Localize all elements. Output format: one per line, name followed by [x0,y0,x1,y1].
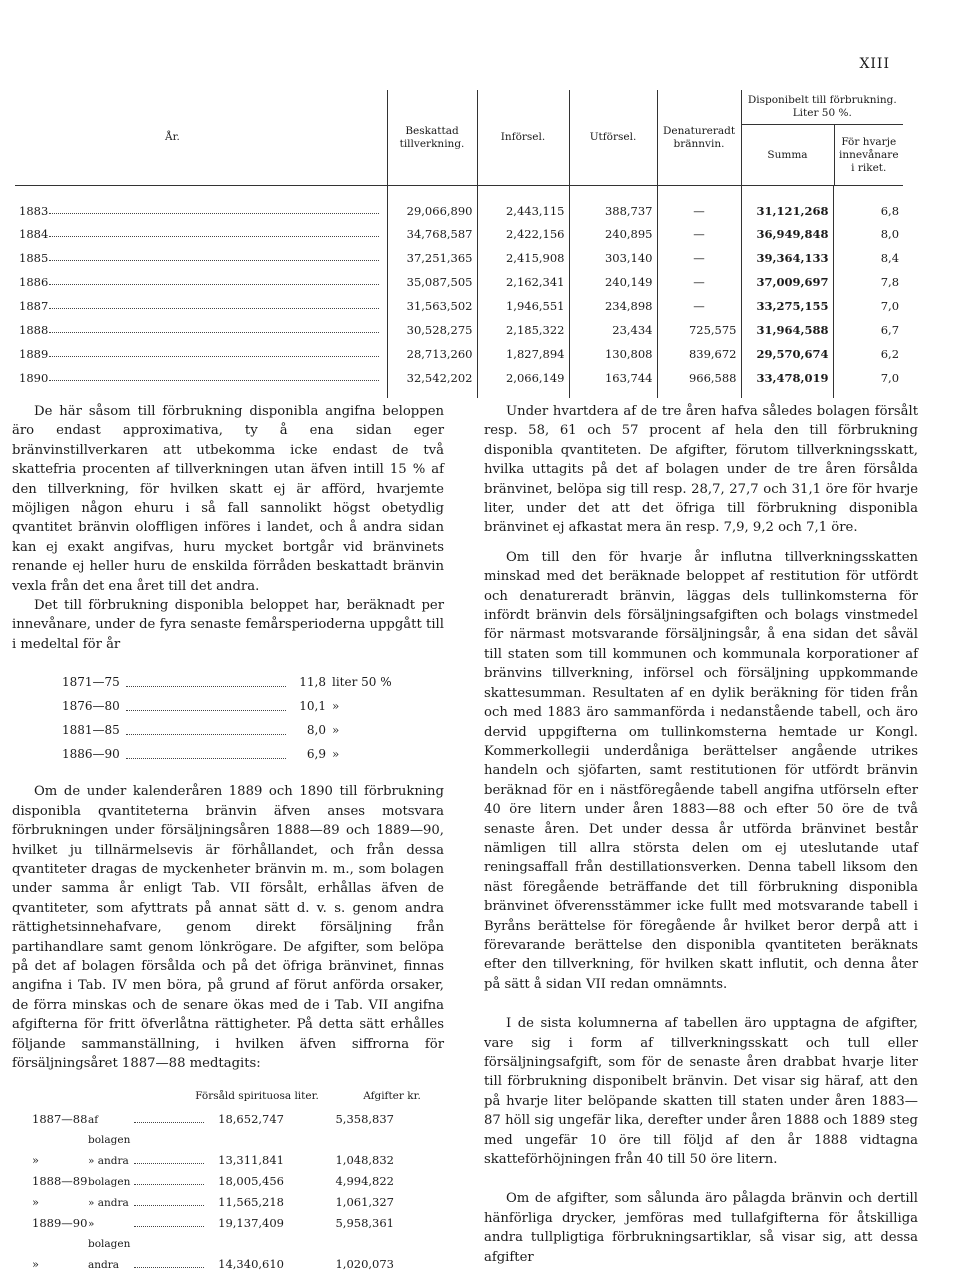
year-label: 1886 [19,275,383,289]
sales-period: » [32,1153,40,1168]
sales-row [12,1192,444,1213]
cell-export: 240,149 [569,270,657,294]
sales-kind: » andra [88,1197,129,1210]
cell-taxed: 29,066,890 [387,186,477,223]
cell-export: 23,434 [569,318,657,342]
sales-liters: 18,005,456 [218,1174,284,1189]
cell-denatured: — [657,222,741,246]
cell-denatured: 839,672 [657,342,741,366]
right-paragraph-3: I de sista kolumnerna af tabellen äro upptagna de afgifter, vare sig i form af tillverkningsskatt och tull eller försäljningsafgift, som för de senaste åren drabbat hvarje liter till förbrukning disponibelt bränvin. Det visar sig häraf, att den på hvarje liter belöpande skatten till staten under åren 1883—87 höll sig ungefär lika, derefter under åren 1888 och 1889 steg med ungefär 10 öre till följd af den år 1888 vidtagna skatteförhöjningen från 40 till 50 öre litern. [484,1016,918,1168]
cell-per-capita: 6,7 [833,318,903,342]
cell-import: 2,162,341 [477,270,569,294]
average-period: 1871—75 [62,675,120,690]
page-number: XIII [859,56,890,72]
sales-liters: 19,137,409 [218,1216,284,1231]
cell-export: 163,744 [569,366,657,398]
cell-export: 240,895 [569,222,657,246]
right-paragraph-1: Under hvartdera af de tre åren hafva således bolagen försålt resp. 58, 61 och 57 procent af hela den till förbrukning disponibla qvantiteten. De afgifter, förutom tillverkningsskatt, hvilka uttagits på det af bolagen under de tre åren försålda bränvinet, belöpa sig till resp. 28,7, 27,7 och 31,1 öre för hvarje liter, under det att det öfriga till förbrukning disponibla bränvinet ej afkastat mera än resp. 7,9, 9,2 och 7,1 öre. [484,404,918,536]
year-label: 1885 [19,251,383,265]
consumption-table [15,90,903,398]
cell-export: 303,140 [569,246,657,270]
cell-year [15,318,387,342]
cell-denatured: — [657,246,741,270]
average-value: 11,8 [299,675,326,690]
average-value: 10,1 [299,699,326,714]
left-paragraph-2: Det till förbrukning disponibla beloppet har, beräknadt per innevånare, under de fyra senaste femårsperioderna uppgått till i medeltal för år [12,598,444,652]
table-row [15,366,903,398]
header-year: År. [15,90,387,186]
cell-year [15,270,387,294]
right-paragraph-4: Om de afgifter, som sålunda äro pålagda bränvin och dertill hänförliga drycker, jemföras med tullafgifterna för åtskilliga andra tullpligtiga förbrukningsartiklar, så visar sig, att dessa afgifter [484,1191,918,1265]
table-row [15,270,903,294]
cell-year [15,366,387,398]
cell-per-capita: 6,8 [833,186,903,223]
cell-import: 2,415,908 [477,246,569,270]
sales-fees: 1,048,832 [335,1153,394,1168]
cell-year [15,186,387,223]
average-row [62,742,402,766]
cell-import: 2,422,156 [477,222,569,246]
sales-liters: 13,311,841 [218,1153,284,1168]
sales-liters: 14,340,610 [218,1257,284,1272]
sales-row [12,1171,444,1192]
sales-liters: 11,565,218 [218,1195,284,1210]
header-taxed: Beskattad tillverkning. [387,90,477,186]
cell-year [15,294,387,318]
average-period: 1876—80 [62,699,120,714]
sales-period: 1888—89 [32,1174,88,1189]
left-text-column [12,402,444,1275]
cell-import: 2,066,149 [477,366,569,398]
right-paragraph-2: Om till den för hvarje år influtna tillverkningsskatten minskad med det beräknade beloppet af restitution för utfördt och denatureradt bränvin, läggas dels tullinkomsterna för infördt bränvin dels försäljningsafgiften och bolags vinstmedel för närmast motsvarande försäljningsår, å ena sidan det såväl till staten som till kommunen och kommunala korporationer af bränvins tillverkning, införsel och försäljning uppkommande skattesumman. Resultaten af en dylik beräkning för tiden från och med 1883 äro sammanförda i nedanstående tabell, och äro dervid uppgifterna om tullinkomsterna hemtade ur Kongl. Kommerkollegii underdåniga berättelser angående utrikes handeln och sjöfarten, samt restitutionen för utfördt bränvin beräknad för en i nästföregående tabell angifna utförseln efter 40 öre litern under åren 1883—88 och efter 50 öre de två senaste åren. Det under dessa år utförda bränvinet består nämligen till allra största delen om ej uteslutande utaf reningsaffall från destillationsverken. Denna tabell liksom den näst föregående beträffande det till förbrukning disponibla bränvinet öfverensstämmer icke fullt med motsvarande tabell i Byråns berättelse för föregående år hvilket beror derpå att i förevarande berättelse den disponibla qvantiteten beräknats efter den tillverkning, för hvilken skatt influtit, och denna åter på sätt å sidan VII redan omnämnts. [484,549,918,992]
cell-taxed: 30,528,275 [387,318,477,342]
cell-per-capita: 7,0 [833,366,903,398]
sales-fees: 4,994,822 [335,1174,394,1189]
left-paragraph-1: De här såsom till förbrukning disponibla angifna beloppen äro endast approximativa, ty å ena sidan eger bränvinstillverkaren att utbekomma icke endast de två skattefria procenten af tillverkningen utan äfven intill 15 % af den tillverkning, för hvilken skatt ej är afförd, hvarjemte möjligen någon ehuru i så fall sannolikt högst obetydlig qvantitet bränvin oloffligen införes i landet, och å andra sidan kan ej exakt angifvas, huru mycket bortgår vid bränvinets renande ej heller huru de enskilda förråden beskattadt bränvin vexla från det ena året till det andra. [12,404,444,594]
average-row [62,670,402,694]
sales-fees: 5,358,837 [335,1112,394,1127]
leader-dots [134,1267,204,1268]
average-row [62,718,402,742]
average-period: 1886—90 [62,747,120,762]
sales-header-sold: Försåld spirituosa liter. [195,1090,319,1103]
sales-period: 1887—88 [32,1112,88,1127]
cell-sum: 33,478,019 [741,366,833,398]
sales-kind: af bolagen [88,1114,131,1147]
year-label: 1884 [19,227,383,241]
header-denatured: Denatureradt brännvin. [657,90,741,186]
sales-table [12,1089,444,1275]
sales-period: 1889—90 [32,1216,88,1231]
cell-per-capita: 7,8 [833,270,903,294]
cell-taxed: 31,563,502 [387,294,477,318]
cell-per-capita: 6,2 [833,342,903,366]
header-import: Införsel. [477,90,569,186]
year-label: 1887 [19,299,383,313]
cell-import: 2,443,115 [477,186,569,223]
cell-year [15,246,387,270]
cell-taxed: 34,768,587 [387,222,477,246]
leader-dots [134,1122,204,1123]
cell-year [15,222,387,246]
sales-kind: » bolagen [88,1218,131,1251]
leader-dots [126,694,286,711]
year-label: 1883 [19,204,383,218]
average-unit: » [332,723,340,738]
right-text-column [484,402,918,1267]
cell-export: 234,898 [569,294,657,318]
cell-taxed: 28,713,260 [387,342,477,366]
left-paragraph-3: Om de under kalenderåren 1889 och 1890 till förbrukning disponibla qvantiteterna bränvin äfven anses motsvara förbrukningen under försäljningsåren 1888—89 och 1889—90, hvilket ju tillnärmelsevis är förhållandet, och från dessa qvantiteter dragas de myckenheter bränvin m. m., som bolagen under samma år enligt Tab. VII försålt, erhållas äfven de qvantiteter, som afyttrats på annat sätt d. v. s. genom andra rättighetsinnehafvare, genom direkt försäljning från partihandlare samt genom lönkrögare. De afgifter, som belöpa på det af bolagen försålda och på det öfriga bränvinet, finnas angifna i Tab. IV men böra, på grund af förut anförda orsaker, de förra minskas och de senare ökas med de i Tab. VII angifna afgifterna för fritt öfverlåtna rättigheter. På detta sätt erhålles följande sammanställning, i hvilken äfven siffrorna för försäljningsåret 1887—88 medtagits: [12,784,444,1071]
cell-sum: 31,121,268 [741,186,833,223]
cell-sum: 36,949,848 [741,222,833,246]
cell-taxed: 37,251,365 [387,246,477,270]
average-value: 8,0 [306,723,326,738]
cell-sum: 31,964,588 [741,318,833,342]
cell-export: 388,737 [569,186,657,223]
average-row [62,694,402,718]
table-row [15,246,903,270]
leader-dots [134,1163,204,1164]
leader-dots [134,1226,204,1227]
header-export: Utförsel. [569,90,657,186]
cell-import: 1,946,551 [477,294,569,318]
cell-sum: 37,009,697 [741,270,833,294]
average-list [62,670,444,766]
cell-per-capita: 8,4 [833,246,903,270]
leader-dots [126,742,286,759]
sales-fees: 5,958,361 [335,1216,394,1231]
leader-dots [134,1205,204,1206]
cell-export: 130,808 [569,342,657,366]
cell-import: 2,185,322 [477,318,569,342]
average-unit: » [332,699,340,714]
header-per-capita: För hvarje innevånare i riket. [838,135,899,174]
cell-denatured: 725,575 [657,318,741,342]
sales-liters: 18,652,747 [218,1112,284,1127]
sales-period: » [32,1195,40,1210]
sales-header-fees: Afgifter kr. [363,1090,421,1103]
average-period: 1881—85 [62,723,120,738]
sales-period: » [32,1257,40,1272]
table-row [15,222,903,246]
year-label: 1888 [19,323,383,337]
leader-dots [126,670,286,687]
sales-row [12,1109,444,1150]
cell-sum: 39,364,133 [741,246,833,270]
sales-row [12,1150,444,1171]
average-unit: liter 50 % [332,675,392,690]
header-available: Disponibelt till förbrukning. Liter 50 %. [742,90,904,125]
leader-dots [126,718,286,735]
cell-per-capita: 8,0 [833,222,903,246]
sales-kind: bolagen [88,1176,131,1189]
header-sum: Summa [742,125,835,185]
leader-dots [134,1184,204,1185]
cell-taxed: 32,542,202 [387,366,477,398]
cell-import: 1,827,894 [477,342,569,366]
cell-denatured: — [657,186,741,223]
cell-taxed: 35,087,505 [387,270,477,294]
sales-kind: andra [88,1259,120,1272]
table-row [15,342,903,366]
cell-denatured: — [657,270,741,294]
table-row [15,294,903,318]
table-row [15,186,903,223]
cell-denatured: 966,588 [657,366,741,398]
sales-kind: » andra [88,1155,129,1168]
sales-fees: 1,020,073 [335,1257,394,1272]
sales-fees: 1,061,327 [335,1195,394,1210]
year-label: 1890 [19,371,383,385]
table-row [15,318,903,342]
cell-year [15,342,387,366]
cell-sum: 29,570,674 [741,342,833,366]
cell-sum: 33,275,155 [741,294,833,318]
cell-per-capita: 7,0 [833,294,903,318]
sales-row [12,1254,444,1275]
year-label: 1889 [19,347,383,361]
sales-row [12,1213,444,1254]
average-unit: » [332,747,340,762]
average-value: 6,9 [306,747,326,762]
header-available-group [741,90,903,186]
cell-denatured: — [657,294,741,318]
